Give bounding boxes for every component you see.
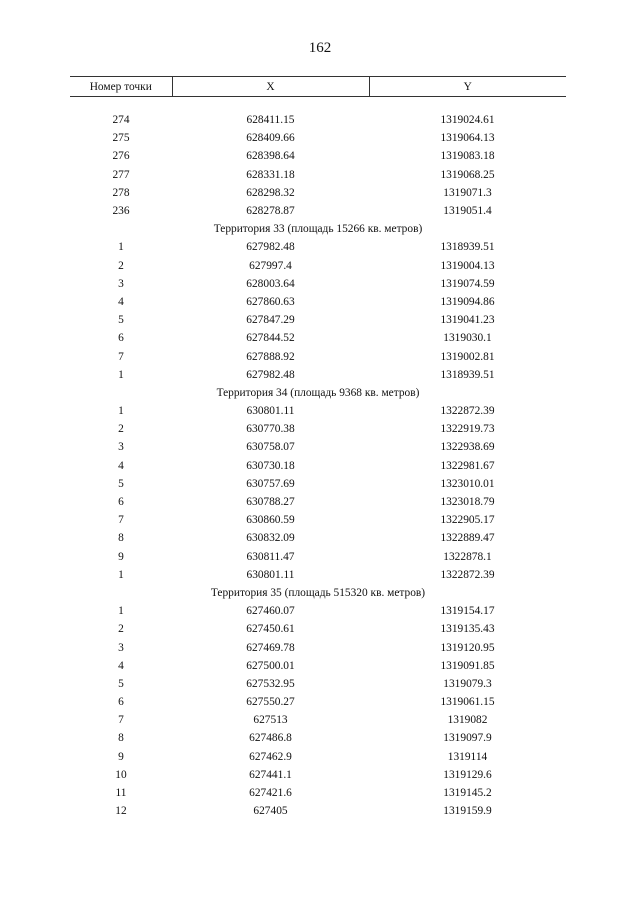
- table-row: [70, 257, 566, 275]
- point-number-cell: 7: [118, 514, 124, 527]
- y-cell: 1319120.95: [440, 641, 495, 654]
- x-cell: 630860.59: [246, 514, 295, 527]
- table-row: [70, 366, 566, 384]
- y-cell: 1322905.17: [440, 514, 495, 527]
- point-number-cell: 7: [118, 714, 124, 727]
- header-y: Y: [369, 77, 566, 97]
- header-x: X: [172, 77, 369, 97]
- x-cell: 627462.9: [249, 750, 292, 763]
- y-cell: 1319154.17: [440, 605, 495, 618]
- point-number-cell: 3: [118, 277, 124, 290]
- y-cell: 1319159.9: [443, 805, 492, 818]
- point-number-cell: 275: [112, 132, 130, 145]
- y-cell: 1318939.51: [440, 241, 495, 254]
- x-cell: 627550.27: [246, 696, 295, 709]
- y-cell: 1319024.61: [440, 114, 495, 127]
- x-cell: 630730.18: [246, 459, 295, 472]
- x-cell: 628411.15: [246, 114, 295, 127]
- section-title: Территория 34 (площадь 9368 кв. метров): [216, 386, 420, 399]
- point-number-cell: 6: [118, 332, 124, 345]
- point-number-cell: 236: [112, 205, 130, 218]
- y-cell: 1319091.85: [440, 659, 495, 672]
- table-row: [70, 638, 566, 656]
- y-cell: 1319135.43: [440, 623, 495, 636]
- point-number-cell: 4: [118, 295, 124, 308]
- x-cell: 630788.27: [246, 496, 295, 509]
- header-spacer: [70, 97, 566, 112]
- table-row: [70, 620, 566, 638]
- table-row: [70, 693, 566, 711]
- table-row: [70, 493, 566, 511]
- point-number-cell: 6: [118, 496, 124, 509]
- point-number-cell: 274: [112, 114, 130, 127]
- page-number: 162: [308, 40, 332, 56]
- x-cell: 630801.11: [246, 568, 295, 581]
- x-cell: 627844.52: [246, 332, 295, 345]
- table-row: [70, 457, 566, 475]
- x-cell: 628409.66: [246, 132, 295, 145]
- coordinates-table: [70, 76, 566, 820]
- y-cell: 1322872.39: [440, 405, 495, 418]
- x-cell: 628298.32: [246, 186, 295, 199]
- x-cell: 627982.48: [246, 241, 295, 254]
- x-cell: 627532.95: [246, 677, 295, 690]
- section-title-row: [70, 220, 566, 238]
- table-row: [70, 657, 566, 675]
- y-cell: 1319074.59: [440, 277, 495, 290]
- point-number-cell: 8: [118, 732, 124, 745]
- point-number-cell: 5: [118, 477, 124, 490]
- y-cell: 1319051.4: [443, 205, 492, 218]
- header-point-number: Номер точки: [70, 77, 172, 97]
- section-title: Территория 33 (площадь 15266 кв. метров): [213, 223, 423, 236]
- x-cell: 630801.11: [246, 405, 295, 418]
- table-row: [70, 238, 566, 256]
- y-cell: 1319068.25: [440, 168, 495, 181]
- table-row: [70, 293, 566, 311]
- x-cell: 628398.64: [246, 150, 295, 163]
- table-row: [70, 784, 566, 802]
- table-row: [70, 438, 566, 456]
- y-cell: 1323018.79: [440, 496, 495, 509]
- x-cell: 627500.01: [246, 659, 295, 672]
- y-cell: 1319114: [447, 750, 488, 763]
- point-number-cell: 278: [112, 186, 130, 199]
- table-row: [70, 275, 566, 293]
- y-cell: 1319094.86: [440, 295, 495, 308]
- table-body: [70, 97, 566, 821]
- y-cell: 1322938.69: [440, 441, 495, 454]
- y-cell: 1322919.73: [440, 423, 495, 436]
- point-number-cell: 7: [118, 350, 124, 363]
- y-cell: 1323010.01: [440, 477, 495, 490]
- table-row: [70, 548, 566, 566]
- y-cell: 1319030.1: [443, 332, 492, 345]
- section-title: Территория 35 (площадь 515320 кв. метров): [210, 586, 426, 599]
- point-number-cell: 1: [118, 605, 124, 618]
- x-cell: 627450.61: [246, 623, 295, 636]
- table-row: [70, 766, 566, 784]
- x-cell: 630758.07: [246, 441, 295, 454]
- table-row: [70, 802, 566, 820]
- point-number-cell: 277: [112, 168, 130, 181]
- table-row: [70, 129, 566, 147]
- point-number-cell: 3: [118, 441, 124, 454]
- point-number-cell: 2: [118, 259, 124, 272]
- x-cell: 628331.18: [246, 168, 295, 181]
- point-number-cell: 1: [118, 368, 124, 381]
- x-cell: 627860.63: [246, 295, 295, 308]
- y-cell: 1319145.2: [443, 787, 492, 800]
- x-cell: 627888.92: [246, 350, 295, 363]
- section-title-row: [70, 384, 566, 402]
- x-cell: 628003.64: [246, 277, 295, 290]
- x-cell: 627405: [253, 805, 288, 818]
- x-cell: 627460.07: [246, 605, 295, 618]
- y-cell: 1319041.23: [440, 314, 495, 327]
- table-row: [70, 675, 566, 693]
- x-cell: 627441.1: [249, 768, 292, 781]
- header-row: [70, 77, 566, 97]
- x-cell: 628278.87: [246, 205, 295, 218]
- x-cell: 627982.48: [246, 368, 295, 381]
- section-title-row: [70, 584, 566, 602]
- y-cell: 1319071.3: [443, 186, 492, 199]
- x-cell: 627997.4: [249, 259, 292, 272]
- y-cell: 1319002.81: [440, 350, 495, 363]
- table-row: [70, 347, 566, 365]
- point-number-cell: 1: [118, 241, 124, 254]
- y-cell: 1322872.39: [440, 568, 495, 581]
- y-cell: 1319004.13: [440, 259, 495, 272]
- point-number-cell: 276: [112, 150, 130, 163]
- table-row: [70, 529, 566, 547]
- x-cell: 627847.29: [246, 314, 295, 327]
- table-row: [70, 166, 566, 184]
- table-row: [70, 475, 566, 493]
- y-cell: 1322889.47: [440, 532, 495, 545]
- table-row: [70, 402, 566, 420]
- x-cell: 627469.78: [246, 641, 295, 654]
- x-cell: 627486.8: [249, 732, 292, 745]
- table-row: [70, 184, 566, 202]
- point-number-cell: 10: [115, 768, 127, 781]
- table-row: [70, 711, 566, 729]
- point-number-cell: 9: [118, 750, 124, 763]
- table-row: [70, 311, 566, 329]
- table-row: [70, 729, 566, 747]
- point-number-cell: 5: [118, 314, 124, 327]
- y-cell: 1322878.1: [443, 550, 492, 563]
- point-number-cell: 1: [118, 405, 124, 418]
- point-number-cell: 11: [115, 787, 127, 800]
- y-cell: 1319082: [447, 714, 488, 727]
- y-cell: 1319079.3: [443, 677, 492, 690]
- x-cell: 630770.38: [246, 423, 295, 436]
- point-number-cell: 4: [118, 459, 124, 472]
- table-row: [70, 202, 566, 220]
- y-cell: 1319064.13: [440, 132, 495, 145]
- table-row: [70, 420, 566, 438]
- y-cell: 1319129.6: [443, 768, 492, 781]
- table-row: [70, 748, 566, 766]
- x-cell: 630757.69: [246, 477, 295, 490]
- table-row: [70, 111, 566, 129]
- table-row: [70, 511, 566, 529]
- x-cell: 627421.6: [249, 787, 292, 800]
- point-number-cell: 3: [118, 641, 124, 654]
- table-header: [70, 77, 566, 97]
- point-number-cell: 4: [118, 659, 124, 672]
- point-number-cell: 2: [118, 623, 124, 636]
- point-number-cell: 1: [118, 568, 124, 581]
- point-number-cell: 2: [118, 423, 124, 436]
- point-number-cell: 12: [115, 805, 127, 818]
- y-cell: 1319083.18: [440, 150, 495, 163]
- table-row: [70, 147, 566, 165]
- y-cell: 1322981.67: [440, 459, 495, 472]
- x-cell: 630811.47: [246, 550, 295, 563]
- y-cell: 1319097.9: [443, 732, 492, 745]
- x-cell: 630832.09: [246, 532, 295, 545]
- y-cell: 1318939.51: [440, 368, 495, 381]
- point-number-cell: 9: [118, 550, 124, 563]
- point-number-cell: 6: [118, 696, 124, 709]
- x-cell: 627513: [253, 714, 288, 727]
- point-number-cell: 5: [118, 677, 124, 690]
- table-row: [70, 566, 566, 584]
- y-cell: 1319061.15: [440, 696, 495, 709]
- table-row: [70, 329, 566, 347]
- table-row: [70, 602, 566, 620]
- point-number-cell: 8: [118, 532, 124, 545]
